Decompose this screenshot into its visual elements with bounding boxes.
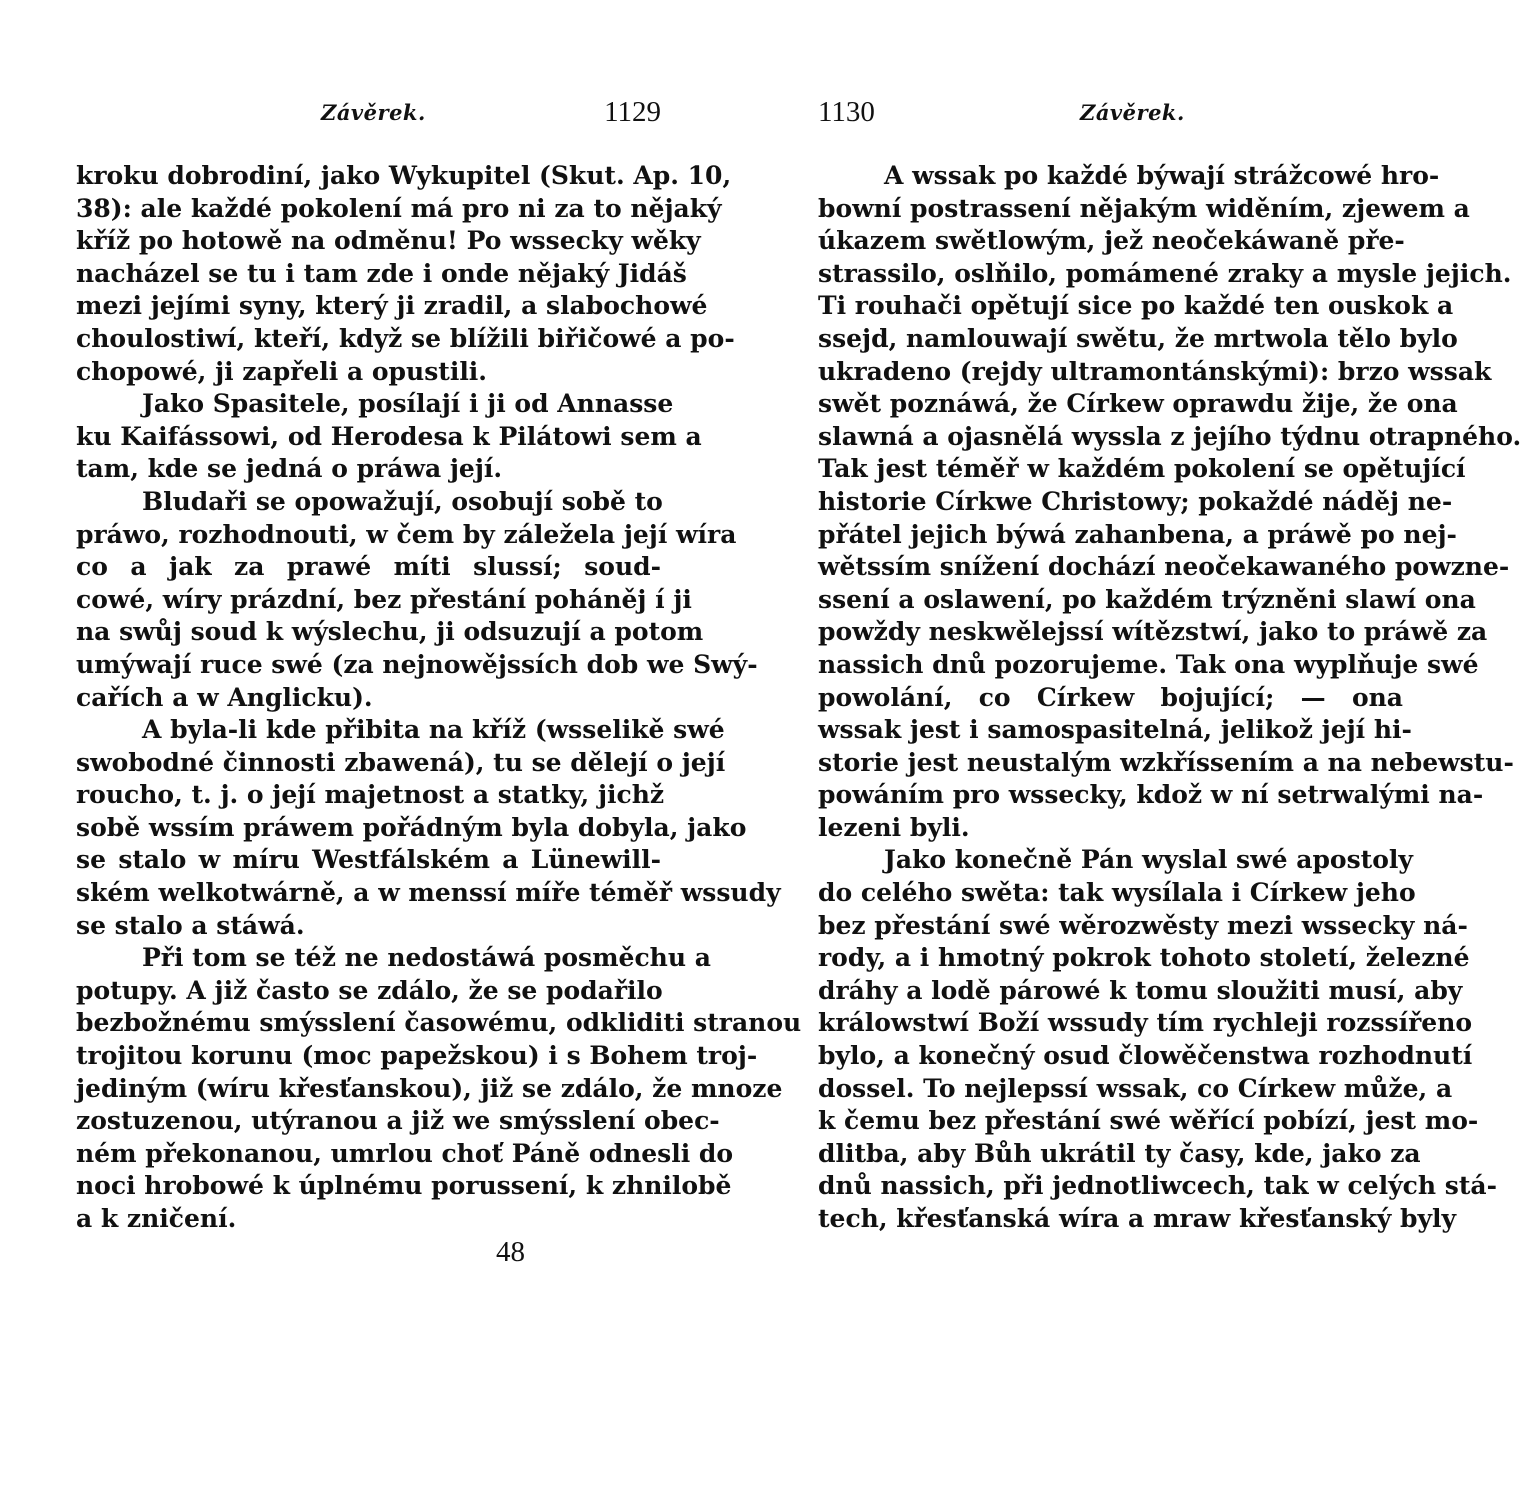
text-line: wětssím snížení dochází neočekawaného powzne- xyxy=(818,552,1510,582)
text-line: Bludaři se opowažují, osobují sobě to xyxy=(142,486,663,516)
printer-signature-mark: 48 xyxy=(496,1236,525,1268)
text-line: bezbožnému smýsslení časowému, odkliditi stranou xyxy=(76,1008,802,1038)
page-number: 1129 xyxy=(604,96,661,128)
text-line: ku Kaifássowi, od Herodesa k Pilátowi sem a xyxy=(76,421,702,451)
right-page-text xyxy=(818,160,1521,1236)
text-line: úkazem swětlowým, jež neočekáwaně pře- xyxy=(818,226,1405,256)
text-line: tech, křesťanská wíra a mraw křesťanský byly xyxy=(818,1204,1457,1233)
left-page-header xyxy=(76,96,661,136)
text-line: bowní postrassení nějakým widěním, zjewem a xyxy=(818,193,1470,223)
text-line: noci hrobowé k úplnému porussení, k zhnilobě xyxy=(76,1171,732,1201)
text-line: Při tom se též ne nedostáwá posměchu a xyxy=(142,943,711,973)
text-line: nacházel se tu i tam zde i onde nějaký Jidáš xyxy=(76,258,687,288)
text-line: powáním pro wssecky, kdož w ní setrwalými na- xyxy=(818,780,1484,810)
text-line: choulostiwí, kteří, když se blížili biřičowé a po- xyxy=(76,323,735,353)
text-line: králowstwí Boží wssudy tím rychleji rozssířeno xyxy=(818,1008,1473,1038)
running-title: Závěrek. xyxy=(1080,100,1185,125)
text-line: dnů nassich, při jednotliwcech, tak w celých stá- xyxy=(818,1171,1497,1201)
text-line: dráhy a lodě párowé k tomu sloužiti musí, aby xyxy=(818,975,1463,1005)
text-line: co a jak za prawé míti slussí; soud- xyxy=(76,552,661,582)
text-line: powolání, co Církew bojující; — ona xyxy=(818,682,1403,712)
text-line: mezi jejími syny, který ji zradil, a slabochowé xyxy=(76,291,708,321)
text-line: Ti rouhači opětují sice po každé ten ouskok a xyxy=(818,291,1454,321)
text-line: zostuzenou, utýranou a již we smýsslení obec- xyxy=(76,1106,720,1136)
text-line: sobě wssím práwem pořádným byla dobyla, jako xyxy=(76,812,747,842)
text-line: swět poznáwá, že Církew oprawdu žije, že ona xyxy=(818,389,1458,419)
text-line: ném překonanou, umrlou choť Páně odnesli do xyxy=(76,1138,734,1168)
text-line: A byla-li kde přibita na kříž (wsselikě swé xyxy=(142,715,725,745)
text-line: přátel jejich býwá zahanbena, a práwě po nej- xyxy=(818,519,1457,549)
text-line: ssejd, namlouwají swětu, že mrtwola tělo bylo xyxy=(818,323,1458,353)
text-line: bez přestání swé wěrozwěsty mezi wssecky ná- xyxy=(818,910,1468,940)
text-line: slawná a ojasnělá wyssla z jejího týdnu otrapného. xyxy=(818,421,1521,451)
text-line: storie jest neustalým wzkříssením a na nebewstu- xyxy=(818,747,1514,777)
text-line: ssení a oslawení, po každém trýzněni slawí ona xyxy=(818,584,1476,614)
text-line: kříž po hotowě na odměnu! Po wssecky wěky xyxy=(76,226,701,256)
text-line: Jako konečně Pán wyslal swé apostoly xyxy=(884,845,1413,875)
text-line: roucho, t. j. o její majetnost a statky, jichž xyxy=(76,780,665,810)
text-line: jediným (wíru křesťanskou), již se zdálo, že mnoze xyxy=(76,1073,783,1103)
right-page-header xyxy=(818,96,1403,136)
text-line: ukradeno (rejdy ultramontánskými): brzo wssak xyxy=(818,356,1492,386)
text-line: rody, a i hmotný pokrok tohoto století, železné xyxy=(818,943,1470,973)
text-line: dlitba, aby Bůh ukrátil ty časy, kde, jako za xyxy=(818,1138,1421,1168)
text-line: chopowé, ji zapřeli a opustili. xyxy=(76,356,488,386)
text-line: dossel. To nejlepssí wssak, co Církew může, a xyxy=(818,1073,1453,1103)
text-line: powždy neskwělejssí wítězstwí, jako to práwě za xyxy=(818,617,1488,647)
text-line: na swůj soud k wýslechu, ji odsuzují a potom xyxy=(76,617,704,647)
text-line: cowé, wíry prázdní, bez přestání poháněj í ji xyxy=(76,584,692,614)
text-line: nassich dnů pozorujeme. Tak ona wyplňuje swé xyxy=(818,649,1479,679)
text-line: tam, kde se jedná o práwa její. xyxy=(76,454,503,484)
text-line: trojitou korunu (moc papežskou) i s Bohem troj- xyxy=(76,1041,758,1071)
text-line: historie Církwe Christowy; pokaždé náděj ne- xyxy=(818,486,1453,516)
text-line: a k zničení. xyxy=(76,1204,237,1233)
page-number: 1130 xyxy=(818,96,875,128)
text-line: umýwají ruce swé (za nejnowějssích dob we Swý- xyxy=(76,649,758,679)
text-line: kroku dobrodiní, jako Wykupitel (Skut. Ap. 10, xyxy=(76,161,732,190)
text-line: se stalo a stáwá. xyxy=(76,910,305,940)
text-line: se stalo w míru Westfálském a Lünewill- xyxy=(76,845,661,875)
text-line: 38): ale každé pokolení má pro ni za to nějaký xyxy=(76,193,722,223)
text-line: cařích a w Anglicku). xyxy=(76,682,373,712)
text-line: k čemu bez přestání swé wěřící pobízí, jest mo- xyxy=(818,1106,1479,1136)
text-line: strassilo, oslňilo, pomámené zraky a mysle jejich. xyxy=(818,258,1512,288)
text-line: do celého swěta: tak wysílala i Církew jeho xyxy=(818,878,1416,908)
text-line: ském welkotwárně, a w menssí míře téměř wssudy xyxy=(76,878,781,908)
text-line: Tak jest téměř w každém pokolení se opětující xyxy=(818,454,1466,484)
text-line: swobodné činnosti zbawená), tu se dělejí o její xyxy=(76,747,726,777)
text-line: Jako Spasitele, posílají i ji od Annasse xyxy=(142,389,674,419)
text-line: wssak jest i samospasitelná, jelikož její hi- xyxy=(818,715,1412,745)
text-line: potupy. A již často se zdálo, že se podařilo xyxy=(76,975,663,1005)
left-page-text xyxy=(76,160,802,1236)
text-line: bylo, a konečný osud člowěčenstwa rozhodnutí xyxy=(818,1041,1473,1071)
text-line: práwo, rozhodnouti, w čem by záležela její wíra xyxy=(76,519,737,549)
text-line: A wssak po každé býwají strážcowé hro- xyxy=(884,161,1440,190)
running-title: Závěrek. xyxy=(321,100,426,125)
text-line: lezeni byli. xyxy=(818,812,970,842)
